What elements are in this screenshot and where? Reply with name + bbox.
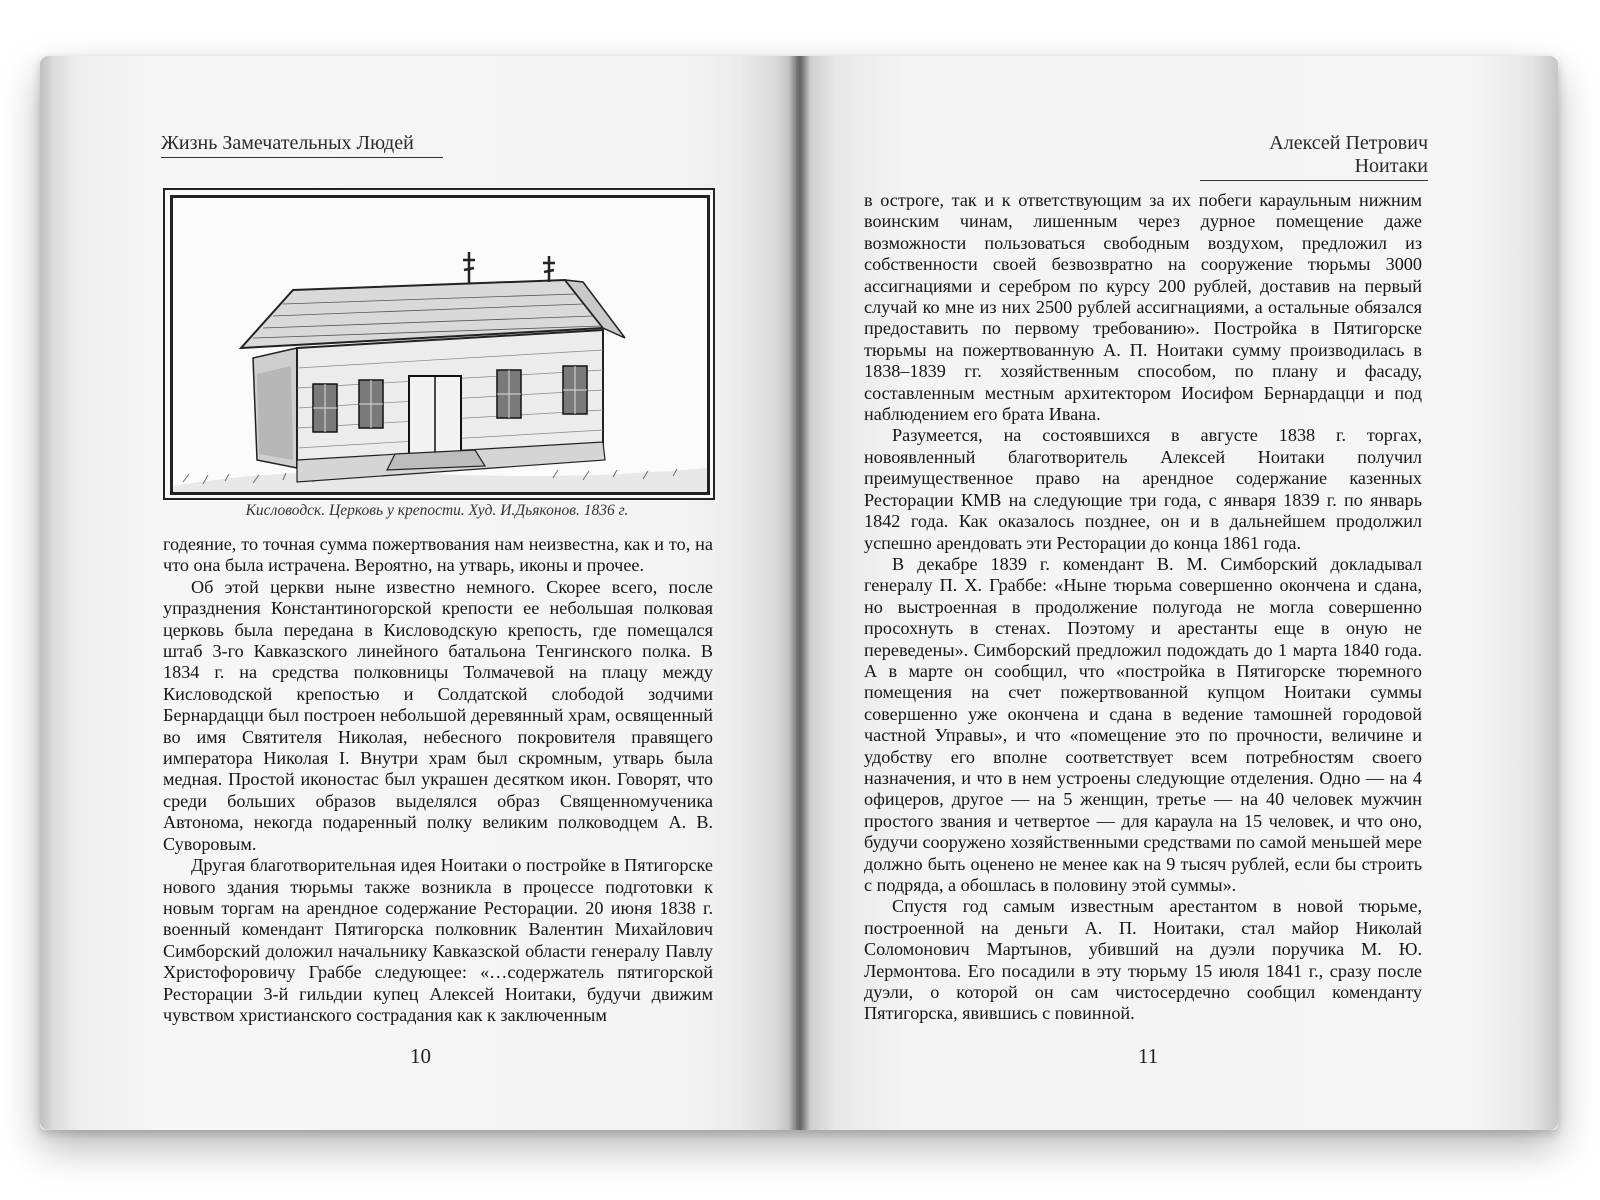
paragraph: Об этой церкви ныне известно немного. Скорее всего, после упразднения Константиногорской крепости ее небольшая полковая церковь была передана в Кисловодскую крепость, где помещался штаб 3-го Кавказского линейного батальона Тенгинского полка. В 1834 г. на средства полковницы Толмачевой на плацу между Кисловодской крепостью и Солдатской слободой зодчими Бернардацци был построен небольшой деревянный храм, освященный во имя Святителя Николая, небесного покровителя правящего императора Николая I. Внутри храм был скромным, утварь была медная. Простой иконостас был украшен десятком икон. Говорят, что среди больших образов выделялся образ Священномученика Автонома, некогда подаренный полку великим полководцем А. В. Суворовым. [163,576,713,854]
right-running-head: Алексей Петрович Ноитаки [1200,132,1428,181]
church-illustration-frame [163,188,715,500]
paragraph: Спустя год самым известным арестантом в новой тюрьме, построенной на деньги А. П. Ноитаки, стал майор Николай Соломонович Мартынов, убивший на дуэли поручика М. Ю. Лермонтова. Его посадили в эту тюрьму 15 июля 1841 г., сразу после дуэли, о которой он сам чистосердечно сообщил коменданту Пятигорска, явившись с повинной. [864,896,1422,1024]
left-page-number: 10 [410,1044,431,1068]
right-page-number: 11 [1138,1044,1159,1068]
left-body-text [163,534,713,1026]
open-book [40,56,1558,1130]
paragraph: Другая благотворительная идея Ноитаки о постройке в Пятигорске нового здания тюрьмы также возникла в процессе подготовки к новым торгам на арендное содержание Ресторации. 20 июня 1838 г. военный комендант Пятигорска полковник Валентин Михайлович Симборский доложил начальнику Кавказской области генералу Павлу Христофоровичу Граббе следующее: «…содержатель пятигорской Ресторации 3-й гильдии купец Алексей Ноитаки, будучи движим чувством христианского сострадания как к заключенным [163,855,713,1025]
paragraph: В декабре 1839 г. комендант В. М. Симборский докладывал генералу П. Х. Граббе: «Ныне тюрьма совершенно окончена и сдана, но выстроенная в продолжение полугода не могла совершенно просохнуть в стенах. Поэтому и арестанты еще в оную не переведены». Симборский предложил подождать до 1 марта 1840 года. А в марте он сообщил, что «постройка в Пятигорске тюремного помещения на счет пожертвованной купцом Ноитаки суммы совершенно уже окончена и сдана в ведение тамошней городовой частной Управы», и что «помещение это по прочности, величине и удобству его вполне соответствует всем потребностям своего назначения, и что в нем устроены следующие отделения. Одно — на 4 офицеров, другое — на 5 женщин, третье — на 40 человек мужчин простого звания и четвертое — для караула на 15 человек, и что оно, будучи сооружено хозяйственными средствами по самой меньшей мере должно быть оценено не менее как на 9 тысяч рублей, если бы строить с подряда, а обошлась в половину этой суммы». [864,553,1422,895]
right-body-text [864,190,1422,1025]
book-gutter [788,56,810,1130]
left-page [40,56,798,1130]
left-running-head: Жизнь Замечательных Людей [161,132,443,158]
paragraph: Разумеется, на состоявшихся в августе 1838 г. торгах, новоявленный благотворитель Алексей Ноитаки получил преимущественное право на арендное содержание казенных Ресторации КМВ на следующие три года, с января 1839 г. по январь 1842 года. Как оказалось позднее, он и в дальнейшем продолжил успешно арендовать эти Ресторации до конца 1861 года. [864,425,1422,553]
church-illustration [170,195,710,495]
church-drawing [173,198,707,492]
right-page [796,56,1558,1130]
paragraph: в остроге, так и к ответствующим за их побеги караульным нижним воинским чинам, лишенным через дурное помещение даже возможности пользоваться свободным воздухом, предложил из собственности своей безвозвратно на сооружение тюрьмы 3000 ассигнациями и серебром по курсу 200 рублей, доставив на первый случай ко мне из них 2500 рублей ассигнациями, а остальные обязался предоставить по первому требованию». Постройка в Пятигорске тюрьмы на пожертвованную А. П. Ноитаки сумму производилась в 1838–1839 гг. хозяйственным способом, по плану и фасаду, составленным местным архитектором Иосифом Бернардацци и под наблюдением его брата Ивана. [864,190,1422,425]
paragraph: годеяние, то точная сумма пожертвования нам неизвестна, как и то, на что она была истрачена. Вероятно, на утварь, иконы и прочее. [163,534,713,576]
figure-caption: Кисловодск. Церковь у крепости. Худ. И.Дьяконов. 1836 г. [245,502,629,519]
